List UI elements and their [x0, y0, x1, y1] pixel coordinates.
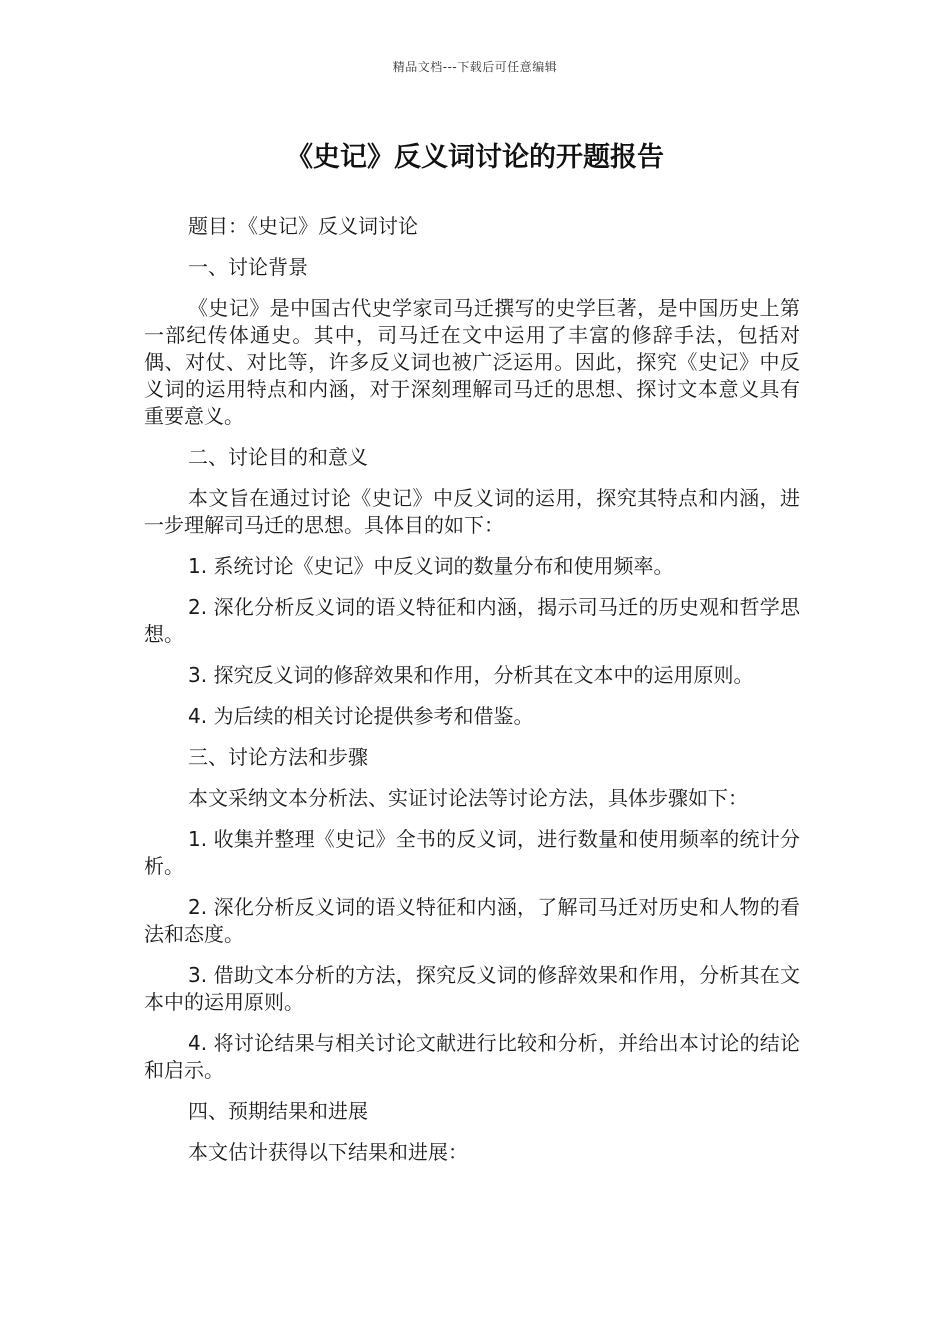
document-body — [144, 213, 800, 1180]
list-item-method-2: 2. 深化分析反义词的语义特征和内涵，了解司马迁对历史和人物的看法和态度。 — [144, 895, 800, 946]
list-item-purpose-1: 1. 系统讨论《史记》中反义词的数量分布和使用频率。 — [188, 554, 674, 578]
list-item-method-1: 1. 收集并整理《史记》全书的反义词，进行数量和使用频率的统计分析。 — [144, 827, 800, 878]
paragraph-purpose: 本文旨在通过讨论《史记》中反义词的运用，探究其特点和内涵，进一步理解司马迁的思想。具体目的如下： — [144, 486, 800, 537]
list-item-purpose-4: 4. 为后续的相关讨论提供参考和借鉴。 — [188, 704, 534, 728]
header-watermark: 精品文档---下载后可任意编辑 — [392, 60, 558, 74]
section-heading-background: 一、讨论背景 — [188, 255, 308, 279]
paragraph-expected-results: 本文估计获得以下结果和进展： — [188, 1140, 468, 1164]
document-title: 《史记》反义词讨论的开题报告 — [286, 142, 664, 173]
list-item-purpose-3: 3. 探究反义词的修辞效果和作用，分析其在文本中的运用原则。 — [188, 663, 754, 687]
section-heading-purpose: 二、讨论目的和意义 — [188, 445, 368, 469]
paragraph-method: 本文采纳文本分析法、实证讨论法等讨论方法，具体步骤如下： — [188, 786, 748, 810]
paragraph-topic: 题目：《史记》反义词讨论 — [188, 214, 418, 238]
section-heading-expected-results: 四、预期结果和进展 — [188, 1099, 368, 1123]
paragraph-background: 《史记》是中国古代史学家司马迁撰写的史学巨著，是中国历史上第一部纪传体通史。其中，司马迁在文中运用了丰富的修辞手法，包括对偶、对仗、对比等，许多反义词也被广泛运用。因此，探究《史记》中反义词的运用特点和内涵，对于深刻理解司马迁的思想、探讨文本意义具有重要意义。 — [144, 296, 800, 428]
list-item-method-3: 3. 借助文本分析的方法，探究反义词的修辞效果和作用，分析其在文本中的运用原则。 — [144, 963, 800, 1014]
list-item-purpose-2: 2. 深化分析反义词的语义特征和内涵，揭示司马迁的历史观和哲学思想。 — [144, 595, 800, 646]
list-item-method-4: 4. 将讨论结果与相关讨论文献进行比较和分析，并给出本讨论的结论和启示。 — [144, 1031, 800, 1082]
section-heading-method: 三、讨论方法和步骤 — [188, 745, 368, 769]
